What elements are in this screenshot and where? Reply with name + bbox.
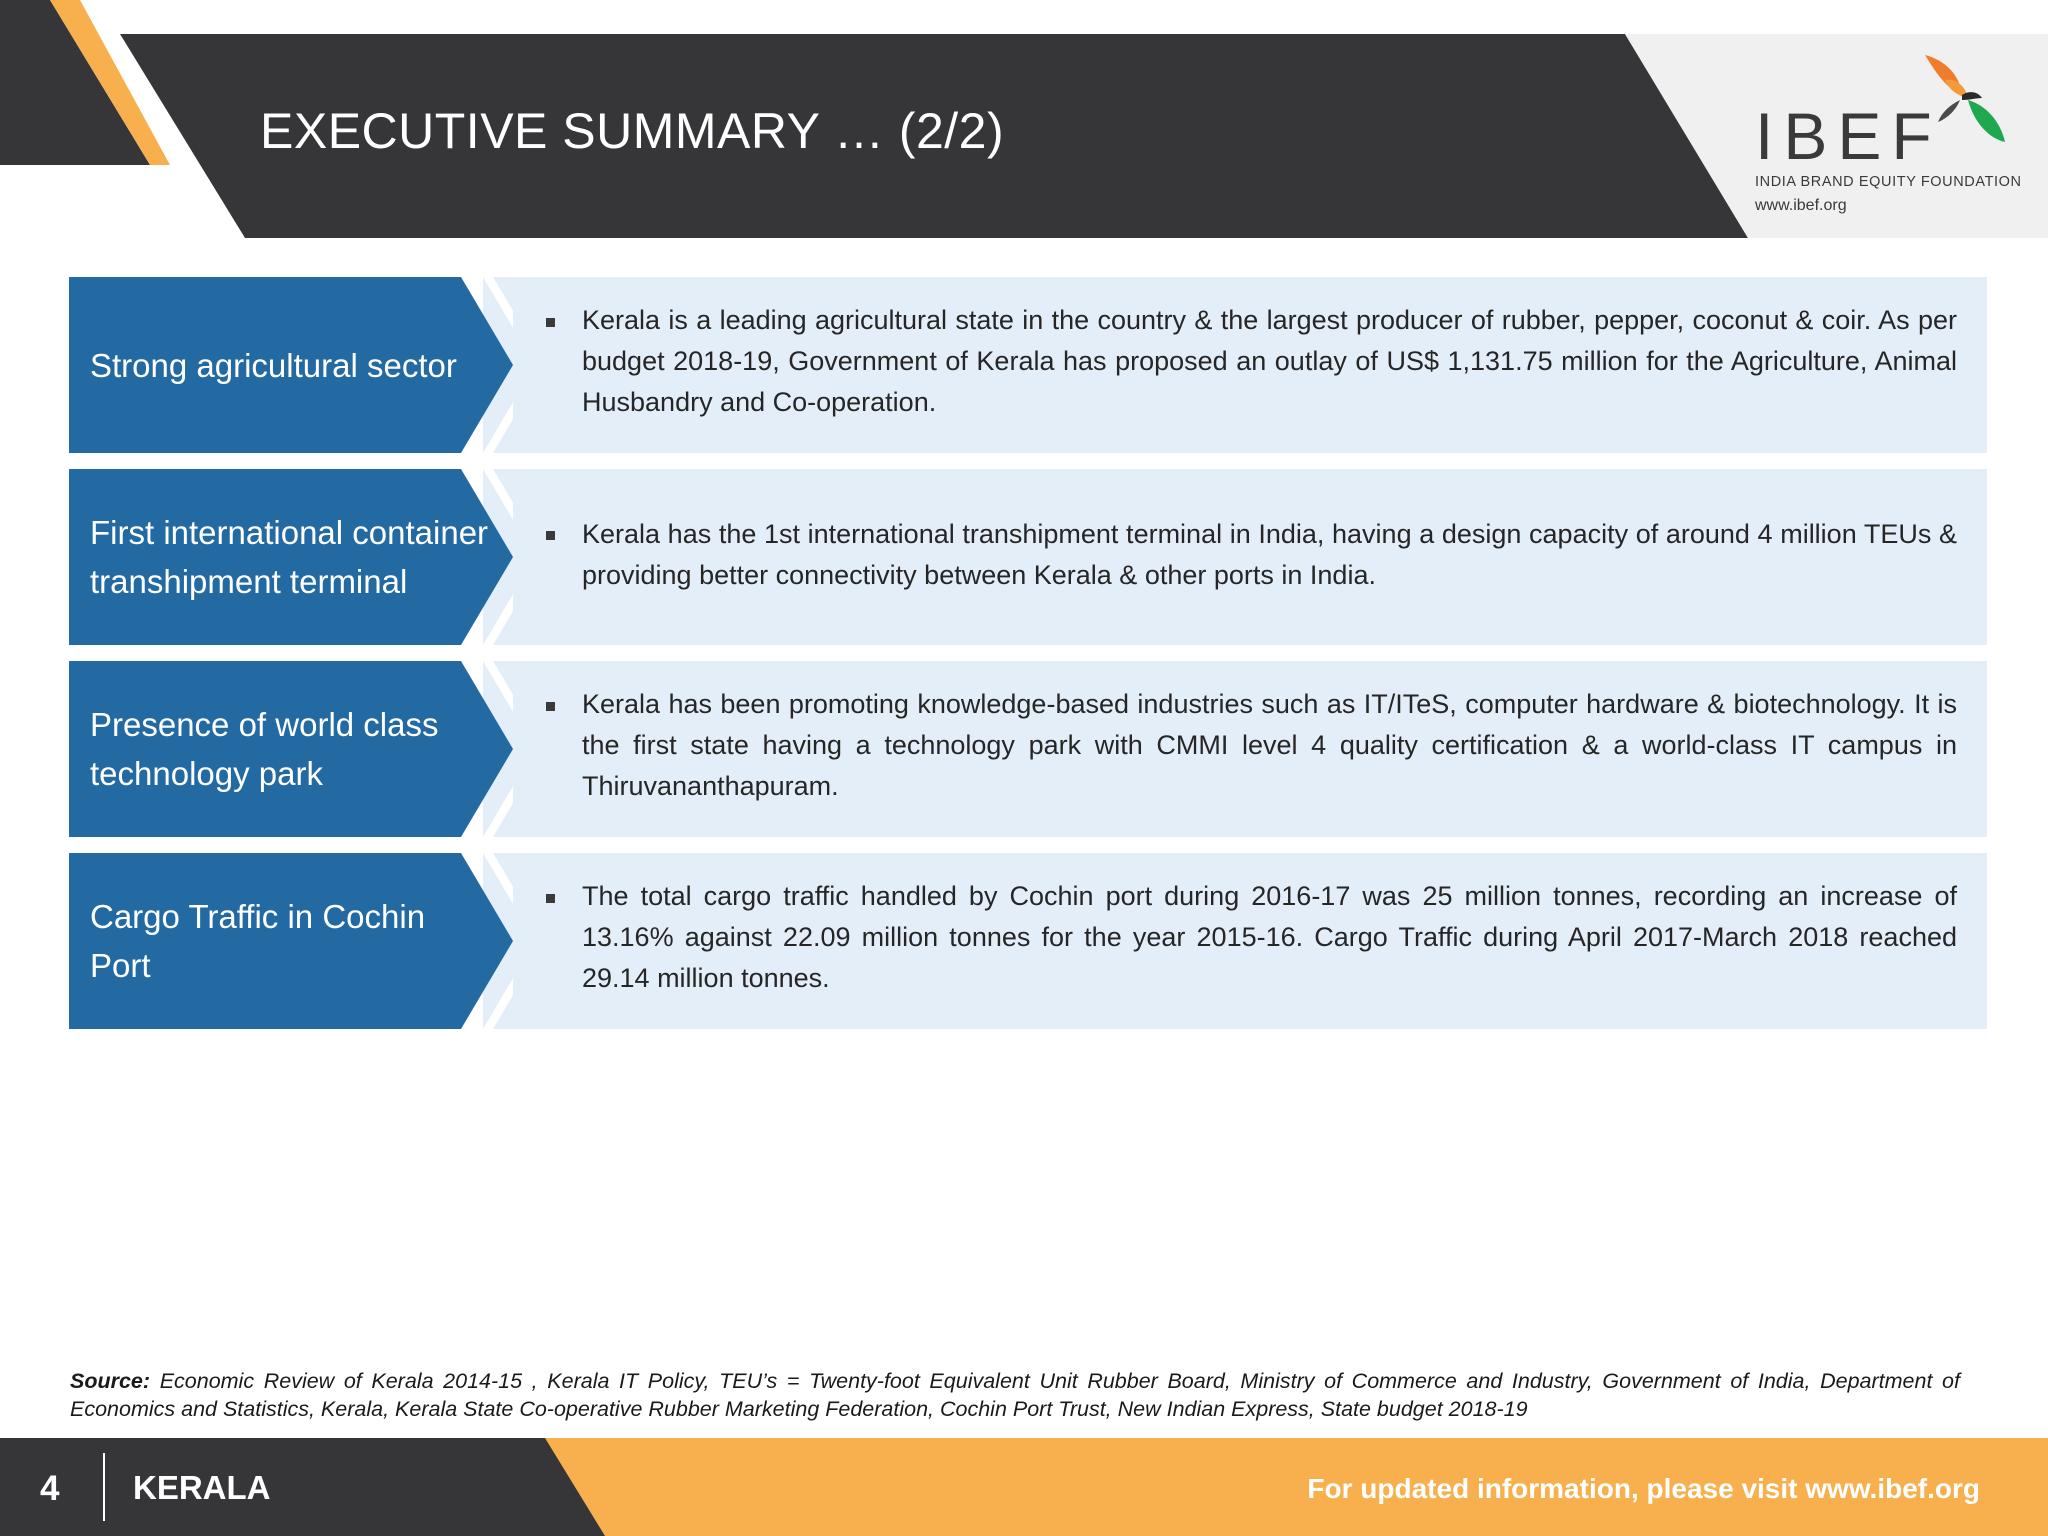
row-label: Strong agricultural sector [90, 346, 457, 384]
row-label: Presence of world class technology park [90, 706, 439, 792]
page-title: EXECUTIVE SUMMARY … (2/2) [260, 103, 1005, 159]
row-label: Cargo Traffic in Cochin Port [90, 898, 426, 984]
footer-divider [103, 1453, 105, 1521]
bullet-icon [546, 318, 555, 327]
bullet-icon [546, 531, 555, 540]
row-text: The total cargo traffic handled by Cochin port during 2016-17 was 25 million tonnes, recording an increase of 13.16% against 22.09 million tonnes for the year 2015-16. Cargo Traffic during April 2017-March 2018 reached 29.14 million tonnes. [582, 881, 1957, 993]
summary-row [69, 661, 1987, 837]
row-text: Kerala has been promoting knowledge-based industries such as IT/ITeS, computer hardware & biotechnology. It is the first state having a technology park with CMMI level 4 quality certification & a world-class IT campus in Thiruvananthapuram. [582, 689, 1957, 801]
page-number: 4 [40, 1469, 60, 1508]
summary-row [69, 469, 1987, 645]
summary-row [69, 853, 1987, 1029]
logo-subtitle: INDIA BRAND EQUITY FOUNDATION [1755, 174, 2022, 190]
logo-url: www.ibef.org [1755, 197, 1847, 214]
row-text: Kerala has the 1st international transhipment terminal in India, having a design capacity of around 4 million TEUs & providing better connectivity between Kerala & other ports in India. [582, 519, 1957, 590]
bullet-icon [546, 702, 555, 711]
summary-rows [69, 277, 1987, 1045]
source-label: Source: [70, 1369, 151, 1393]
source-text: Economic Review of Kerala 2014-15 , Kerala IT Policy, TEU’s = Twenty-foot Equivalent Unit Rubber Board, Ministry of Commerce and Industry, Government of India, Department of Economics and Statistics, Kerala, Kerala State Co-operative Rubber Marketing Federation, Cochin Port Trust, New Indian Express, State budget 2018-19 [70, 1369, 1960, 1421]
state-name: KERALA [133, 1469, 271, 1506]
bullet-icon [546, 894, 555, 903]
summary-row [69, 277, 1987, 453]
source-note [70, 1367, 1960, 1423]
row-text: Kerala is a leading agricultural state in the country & the largest producer of rubber, pepper, coconut & coir. As per budget 2018-19, Government of Kerala has proposed an outlay of US$ 1,131.75 million for the Agriculture, Animal Husbandry and Co-operation. [582, 305, 1957, 417]
logo-wordmark: IBEF [1755, 99, 1942, 173]
footer-website-link[interactable]: For updated information, please visit www.ibef.org [1307, 1473, 1980, 1504]
row-label: First international container transhipment terminal [90, 514, 489, 600]
ibef-logo[interactable] [1750, 50, 2040, 230]
